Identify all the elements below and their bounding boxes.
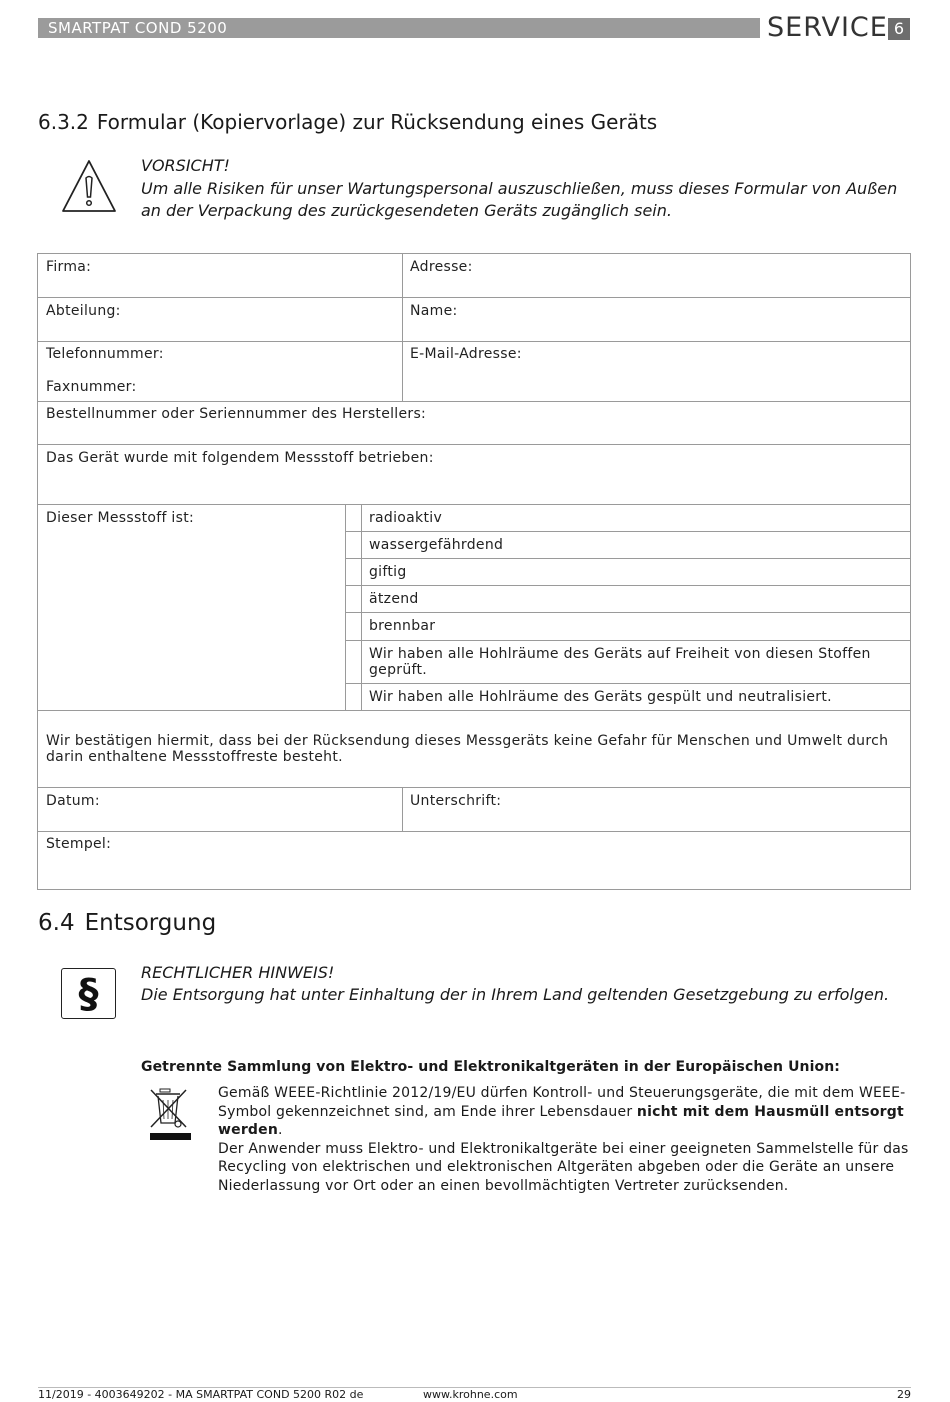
option-flammable: brennbar (369, 618, 436, 634)
field-label-medium-is: Dieser Messstoff ist: (46, 510, 195, 526)
confirmation-statement: Wir bestätigen hiermit, dass bei der Rücksendung dieses Messgeräts keine Gefahr für Menschen und Umwelt durch darin enthaltene Messstoffreste besteht. (46, 733, 889, 765)
section-64-heading (38, 910, 216, 936)
field-label-order-number: Bestellnummer oder Seriennummer des Herstellers: (46, 406, 427, 422)
option-radioactive: radioaktiv (369, 510, 443, 526)
return-form (37, 253, 911, 890)
field-label-address: Adresse: (410, 259, 473, 275)
field-label-date: Datum: (46, 793, 100, 809)
section-632-heading (38, 110, 657, 134)
option-water-hazardous: wassergefährdend (369, 537, 504, 553)
option-cavities-rinsed: Wir haben alle Hohlräume des Geräts gespült und neutralisiert. (369, 689, 832, 705)
footer-website-link[interactable]: www.krohne.com (423, 1388, 518, 1401)
field-label-email: E-Mail-Adresse: (410, 346, 522, 362)
header-chapter-number: 6 (888, 18, 910, 40)
footer-document-id: 11/2019 - 4003649202 - MA SMARTPAT COND 5200 R02 de (38, 1388, 364, 1401)
header-product-title: SMARTPAT COND 5200 (48, 19, 228, 37)
weee-crossed-bin-icon (148, 1087, 194, 1143)
caution-text: Um alle Risiken für unser Wartungspersonal auszuschließen, muss dieses Formular von Außen an der Verpackung des zurückgesendeten Geräts zugänglich sein. (141, 179, 898, 220)
weee-p1-start: Gemäß WEEE-Richtlinie 2012/19/EU dürfen Kontroll- und Steuerungsgeräte, die mit dem WEEE-Symbol gekennzeichnet sind, am Ende ihrer Lebensdauer (218, 1085, 906, 1120)
weee-body (218, 1084, 918, 1195)
footer-page-number: 29 (897, 1388, 911, 1401)
field-label-signature: Unterschrift: (410, 793, 502, 809)
field-label-stamp: Stempel: (46, 836, 112, 852)
warning-triangle-icon (60, 158, 118, 214)
field-label-medium: Das Gerät wurde mit folgendem Messstoff betrieben: (46, 450, 434, 466)
paragraph-icon: § (61, 968, 116, 1019)
weee-p1-end: . (278, 1122, 283, 1138)
weee-p1-bold: nicht mit dem Hausmüll entsorgt werden (218, 1103, 904, 1138)
legal-notice-title: RECHTLICHER HINWEIS! (141, 963, 335, 982)
section-632-title: Formular (Kopiervorlage) zur Rücksendung eines Geräts (96, 110, 658, 134)
field-label-department: Abteilung: (46, 303, 121, 319)
option-corrosive: ätzend (369, 591, 419, 607)
header-section-name: SERVICE (767, 12, 888, 43)
legal-notice-text: Die Entsorgung hat unter Einhaltung der in Ihrem Land geltenden Gesetzgebung zu erfolgen. (141, 985, 890, 1004)
section-64-number: 6.4 (38, 910, 75, 936)
option-cavities-checked: Wir haben alle Hohlräume des Geräts auf Freiheit von diesen Stoffen geprüft. (369, 646, 871, 678)
field-label-fax: Faxnummer: (46, 379, 137, 395)
section-632-number: 6.3.2 (38, 110, 89, 134)
weee-p2: Der Anwender muss Elektro- und Elektronikaltgeräte bei einer geeigneten Sammelstelle für das Recycling von elektrischen und elektronischen Altgeräten abgeben oder die Geräte an unsere Niederlassung vor Ort oder an einen bevollmächtigten Vertreter zurücksenden. (218, 1140, 909, 1194)
field-label-phone: Telefonnummer: (46, 346, 164, 362)
weee-heading: Getrennte Sammlung von Elektro- und Elektronikaltgeräten in der Europäischen Union: (141, 1059, 840, 1075)
field-label-company: Firma: (46, 259, 92, 275)
field-label-name: Name: (410, 303, 458, 319)
option-toxic: giftig (369, 564, 407, 580)
caution-title: VORSICHT! (141, 156, 230, 175)
section-64-title: Entsorgung (84, 910, 217, 936)
